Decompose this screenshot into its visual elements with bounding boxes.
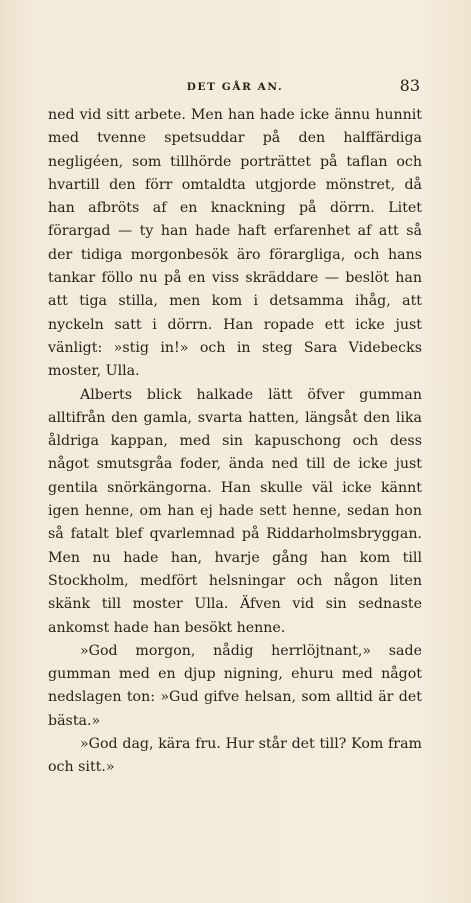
running-head [48, 78, 422, 98]
page-number: 83 [399, 76, 420, 95]
running-title: DET GÅR AN. [186, 81, 284, 93]
paragraph: ned vid sitt arbete. Men han hade icke ännu hunnit med tvenne spetsuddar på den halffärdiga negligéen, som tillhörde porträttet på taflan och hvartill den förr omtaldta utgjorde mönstret, då han afbröts af en knackning på dörrn. Litet förargad — ty han hade haft erfarenhet af att så der tidiga morgonbesök äro förargliga, och hans tankar föllo nu på en viss skräddare — beslöt han att tiga stilla, men kom i detsamma ihåg, att nyckeln satt i dörrn. Han ropade ett icke just vänligt: »stig in!» och in steg Sara Videbecks moster, Ulla. [48, 107, 422, 380]
paragraph: »God morgon, nådig herrlöjtnant,» sade gumman med en djup nigning, ehuru med något nedslagen ton: »Gud gifve helsan, som alltid är det bästa.» [48, 642, 422, 729]
paragraph: »God dag, kära fru. Hur står det till? Kom fram och sitt.» [48, 736, 422, 776]
body-text [48, 104, 422, 780]
paragraph: Alberts blick halkade lätt öfver gumman alltifrån den gamla, svarta hatten, längsåt den lika åldriga kappan, med sin kapuschong och dess något smutsgråa foder, ända ned till de icke just gentila snörkängorna. Han skulle väl icke kännt igen henne, om han ej hade sett henne, sedan hon så fatalt blef qvarlemnad på Riddarholmsbryggan. Men nu hade han, hvarje gång han kom till Stockholm, medfört helsningar och någon liten skänk till moster Ulla. Äfven vid sin sednaste ankomst hade han besökt henne. [48, 386, 422, 636]
